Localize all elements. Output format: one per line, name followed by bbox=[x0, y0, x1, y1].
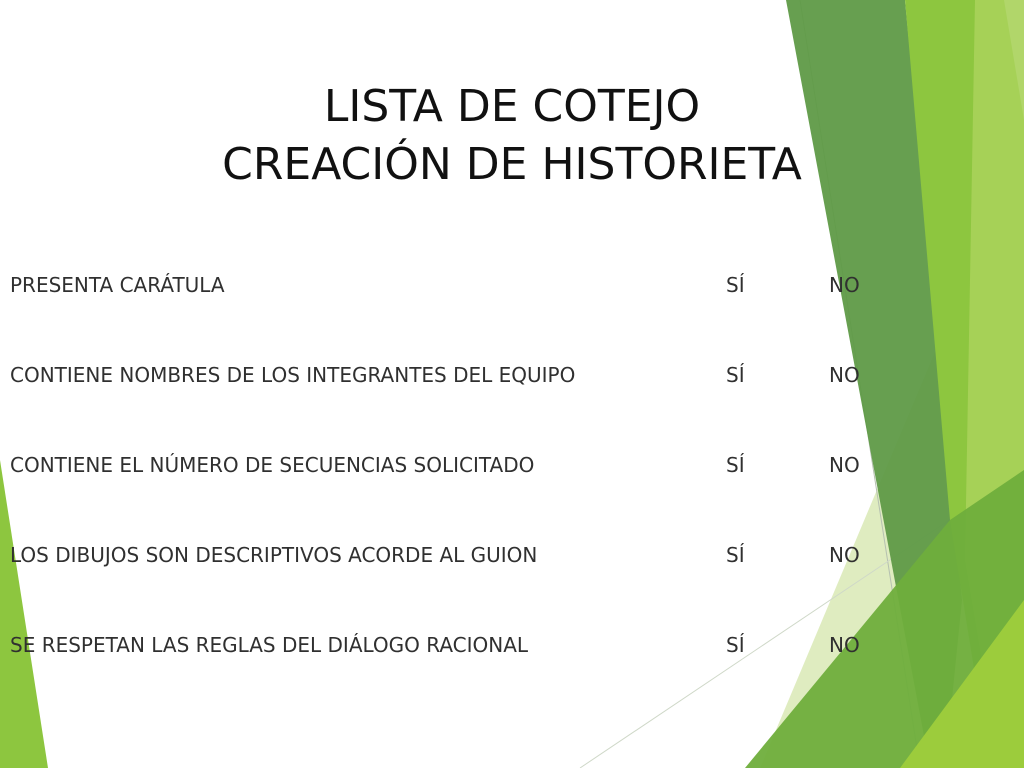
yes-option: SÍ bbox=[726, 543, 745, 567]
yes-option: SÍ bbox=[726, 453, 745, 477]
checklist bbox=[10, 270, 910, 720]
criterion-label: CONTIENE EL NÚMERO DE SECUENCIAS SOLICITADO bbox=[10, 453, 535, 477]
checklist-row bbox=[10, 450, 910, 540]
criterion-label: SE RESPETAN LAS REGLAS DEL DIÁLOGO RACIONAL bbox=[10, 633, 529, 657]
yes-option: SÍ bbox=[726, 633, 745, 657]
checklist-row bbox=[10, 540, 910, 630]
checklist-row bbox=[10, 270, 910, 360]
no-option: NO bbox=[829, 633, 860, 657]
no-option: NO bbox=[829, 543, 860, 567]
yes-option: SÍ bbox=[726, 363, 745, 387]
criterion-label: CONTIENE NOMBRES DE LOS INTEGRANTES DEL EQUIPO bbox=[10, 363, 576, 387]
title-line-2: CREACIÓN DE HISTORIETA bbox=[222, 139, 802, 190]
criterion-label: LOS DIBUJOS SON DESCRIPTIVOS ACORDE AL GUION bbox=[10, 543, 538, 567]
checklist-row bbox=[10, 360, 910, 450]
no-option: NO bbox=[829, 363, 860, 387]
no-option: NO bbox=[829, 453, 860, 477]
slide-title bbox=[0, 78, 1024, 194]
no-option: NO bbox=[829, 273, 860, 297]
title-line-1: LISTA DE COTEJO bbox=[323, 81, 701, 132]
yes-option: SÍ bbox=[726, 273, 745, 297]
criterion-label: PRESENTA CARÁTULA bbox=[10, 273, 225, 297]
checklist-row bbox=[10, 630, 910, 720]
